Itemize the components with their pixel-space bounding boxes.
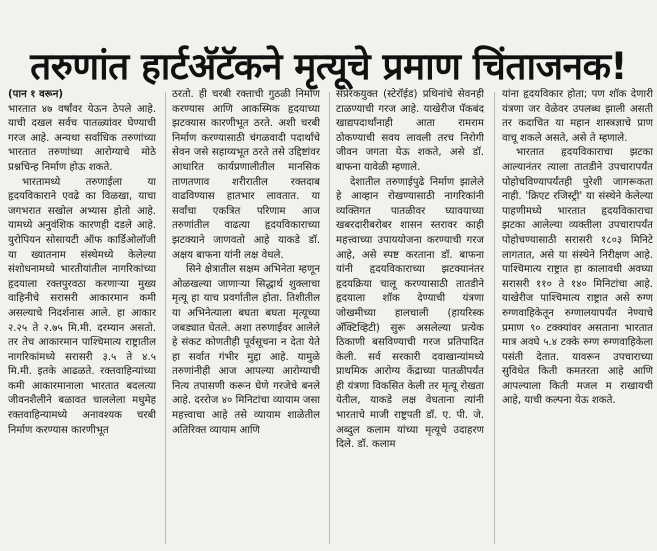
paragraph: ठरतो. ही चरबी रक्ताची गुठळी निर्माण करण्यास आणि आकस्मिक हृदयाच्या झटक्यास कारणीभूत ठरते. अशी चरबी निर्माण करण्यासाठी चंगळवादी पदार्थांचे सेवन जसे सहाय्यभूत ठरते तसे उद्दिष्टांवर आधारित कार्यप्रणालीतील मानसिक ताणतणाव शरीरातील रक्तदाब वाढविण्यास हातभार लावतात. या सर्वांचा एकत्रित परिणाम आज तरुणांतील वाढत्या हृदयविकाराच्या झटक्याने जाणवतो आहे याकडे डॉ. अक्षय बाफना यांनी लक्ष वेधले. [172,89,320,261]
article-body [8,88,653,548]
paragraph: संप्रेरकयुक्त (स्टेरॉईड) प्रथिनांचे सेवनही टाळण्याची गरज आहे. याखेरीज पॅकबंद खाद्यपदार्थांनाही आता रामराम ठोकण्याची सवय लावली तरच निरोगी जीवन जगता येऊ शकते, असे डॉ. बाफना यावेळी म्हणाले. [336,89,484,173]
article-column-3 [336,88,484,548]
article-column-1 [8,88,156,548]
paragraph: देशातील तरुणाईपुढे निर्माण झालेले हे आव्हान रोखण्यासाठी नागरिकांनी व्यक्तिगत पातळीवर घ्यावयाच्या खबरदारीबरोबर शासन स्तरावर काही महत्त्वाच्या उपाययोजना करण्याची गरज आहे, असे स्पष्ट करताना डॉ. बाफना यांनी हृदयविकाराच्या झटक्यानंतर हृदयक्रिया चालू करण्यासाठी तातडीने हृदयाला शॉक देण्याची यंत्रणा जोखमीच्या हालचाली (हायरिस्क अ‍ॅक्टिव्हिटी) सुरू असलेल्या प्रत्येक ठिकाणी बसविण्याची गरज प्रतिपादित केली. सर्व सरकारी दवाखान्यांमध्ये प्राथमिक आरोग्य केंद्राच्या पातळीपर्यंत ही यंत्रणा विकसित केली तर मृत्यू रोखता येतील, याकडे लक्ष वेधताना त्यांनी भारताचे माजी राष्ट्रपती डॉ. ए. पी. जे. अब्दुल कलाम यांच्या मृत्यूचे उदाहरण दिले. डॉ. कलाम [336,176,484,451]
paragraph: भारतात ४७ वर्षांवर येऊन ठेपले आहे. याची दखल सर्वच पातळ्यांवर घेण्याची गरज आहे. अन्यथा सर्वाधिक तरुणांच्या भारतात तरुणांच्या आरोग्याचे मोठे प्रश्नचिन्ह निर्माण होऊ शकते. [8,103,156,173]
paragraph: यांना हृदयविकार होता; पण शॉक देणारी यंत्रणा जर वेळेवर उपलब्ध झाली असती तर कदाचित या महान शास्त्रज्ञाचे प्राण वाचू शकले असते, असे ते म्हणाले. [502,89,653,144]
paragraph: भारतात हृदयविकाराचा झटका आल्यानंतर त्याला तातडीने उपचारापर्यंत पोहोचविण्यापर्यंतही पुरेशी जागरूकता नाही. 'क्रिएट रजिस्ट्री' या संस्थेने केलेल्या पाहणीमध्ये भारतात हृदयविकाराचा झटका आलेल्या व्यक्तीला उपचारापर्यंत पोहोचण्यासाठी सरासरी १८०३ मिनिटे लागतात, असे या संस्थेने निरीक्षण आहे. पाश्चिमात्य राष्ट्रात हा कालावधी अवघ्या सरासरी ११० ते १४० मिनिटांचा आहे. याखेरीज पाश्चिमात्य राष्ट्रात असे रुग्ण रुग्णवाहिकेतून रुग्णालयापर्यंत नेण्याचे प्रमाण ९० टक्क्यांवर असताना भारतात मात्र अवघे ५.४ टक्के रुग्ण रुग्णवाहिकेला पसंती देतात. यावरून उपचाराच्या सुविधेत किती कमतरता आहे आणि आपल्याला किती मजल म राखायची आहे, याची कल्पना येऊ शकते. [502,147,653,407]
headline: तरुणांत हार्टअ‍ॅटॅकने मृत्यूचे प्रमाण चिंताजनक! [30,44,627,88]
article-column-4 [502,88,653,548]
paragraph: भारतामध्ये तरुणाईला या हृदयविकाराने एवढे का विळखा, याचा जगभरात सखोल अभ्यास होतो आहे. यामध्ये अनुवंशिक कारणही दडले आहे. युरोपियन सोसायटी ऑफ कार्डिओलॉजी या ख्यातनाम संस्थेमध्ये केलेल्या संशोधनामध्ये भारतीयांतील नागरिकांच्या हृदयाला रक्तपुरवठा करणाऱ्या मुख्य वाहिनीचे सरासरी आकारमान कमी असल्याचे निदर्शनास आले. हा आकार २.२५ ते २.७५ मि.मी. दरम्यान असतो. तर तेच आकारमान पाश्चिमात्य राष्ट्रातील नागरिकांमध्ये सरासरी ३.५ ते ४.५ मि.मी. इतके आढळते. रक्तवाहिन्यांच्या कमी आकारमानाला भारतात बदलत्या जीवनशैलीने बळावत चाललेला मधुमेह रक्तवाहिन्यामध्ये अनावश्यक चरबी निर्माण करण्यास कारणीभूत [8,176,156,436]
article-column-2 [172,88,320,548]
paragraph: सिने क्षेत्रातील सक्षम अभिनेता म्हणून ओळखल्या जाणाऱ्या सिद्धार्थ शुक्लाचा मृत्यू हा याच प्रवर्गातील होता. तिशीतील या अभिनेत्याला बघता बघता मृत्यूच्या जबड्यात घेतले. अशा तरुणाईवर आलेले हे संकट कोणतीही पूर्वसूचना न देता येते हा सर्वात गंभीर मुद्दा आहे. यामुळे तरुणांनीही आज आपल्या आरोग्याची नित्य तपासणी करून घेणे गरजेचे बनले आहे. दररोज ४० मिनिटांचा व्यायाम जसा महत्त्वाचा आहे तसे व्यायाम शाळेतील अतिरिक्त व्यायाम आणि [172,264,320,436]
dateline: (पान १ वरून) [8,89,64,100]
